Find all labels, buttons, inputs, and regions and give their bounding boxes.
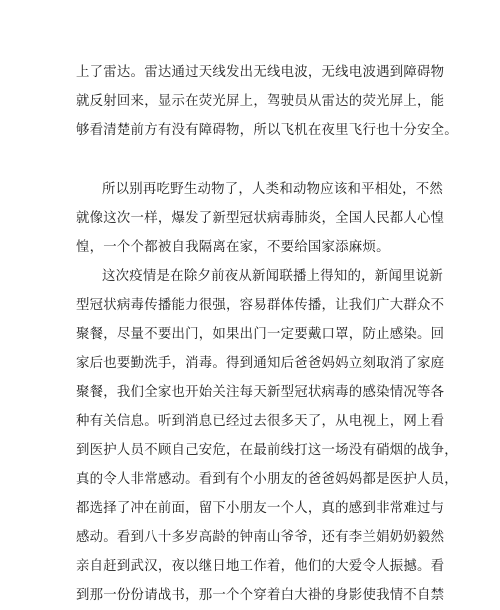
- text-line: 到医护人员不顾自己安危，在最前线打这一场没有硝烟的战争，: [76, 443, 458, 458]
- text-line: 真的令人非常感动。看到有个小朋友的爸爸妈妈都是医护人员，: [76, 472, 458, 487]
- paragraph-epidemic: [76, 262, 458, 610]
- text-line: 种有关信息。听到消息已经过去很多天了，从电视上，网上看: [76, 414, 445, 429]
- text-line: 就像这次一样，爆发了新型冠状病毒肺炎，全国人民都人心惶: [76, 211, 445, 226]
- text-line: 感动。看到八十多岁高龄的钟南山爷爷，还有李兰娟奶奶毅然: [76, 530, 445, 545]
- text-line: 都选择了冲在前面，留下小朋友一个人，真的感到非常难过与: [76, 501, 445, 516]
- text-line: 型冠状病毒传播能力很强，容易群体传播，让我们广大群众不: [76, 298, 445, 313]
- paragraph-wild-animals: [76, 175, 445, 262]
- text-line: 到那一份份请战书，那一个个穿着白大褂的身影使我情不自禁: [76, 588, 445, 603]
- text-line: 这次疫情是在除夕前夜从新闻联播上得知的，新闻里说新: [102, 269, 444, 284]
- text-line: 所以别再吃野生动物了，人类和动物应该和平相处，不然: [102, 182, 444, 197]
- text-line: 上了雷达。雷达通过天线发出无线电波，无线电波遇到障碍物: [76, 65, 445, 80]
- text-line: 够看清楚前方有没有障碍物，所以飞机在夜里飞行也十分安全。: [76, 123, 458, 138]
- paragraph-radar: [76, 58, 458, 145]
- text-line: 聚餐，我们全家也开始关注每天新型冠状病毒的感染情况等各: [76, 385, 445, 400]
- text-line: 惶，一个个都被自我隔离在家，不要给国家添麻烦。: [76, 240, 390, 255]
- text-line: 就反射回来，显示在荧光屏上，驾驶员从雷达的荧光屏上，能: [76, 94, 445, 109]
- text-line: 家后也要勤洗手，消毒。得到通知后爸爸妈妈立刻取消了家庭: [76, 356, 445, 371]
- text-line: 聚餐，尽量不要出门，如果出门一定要戴口罩，防止感染。回: [76, 327, 445, 342]
- text-line: 亲自赶到武汉，夜以继日地工作着，他们的大爱令人振撼。看: [76, 559, 445, 574]
